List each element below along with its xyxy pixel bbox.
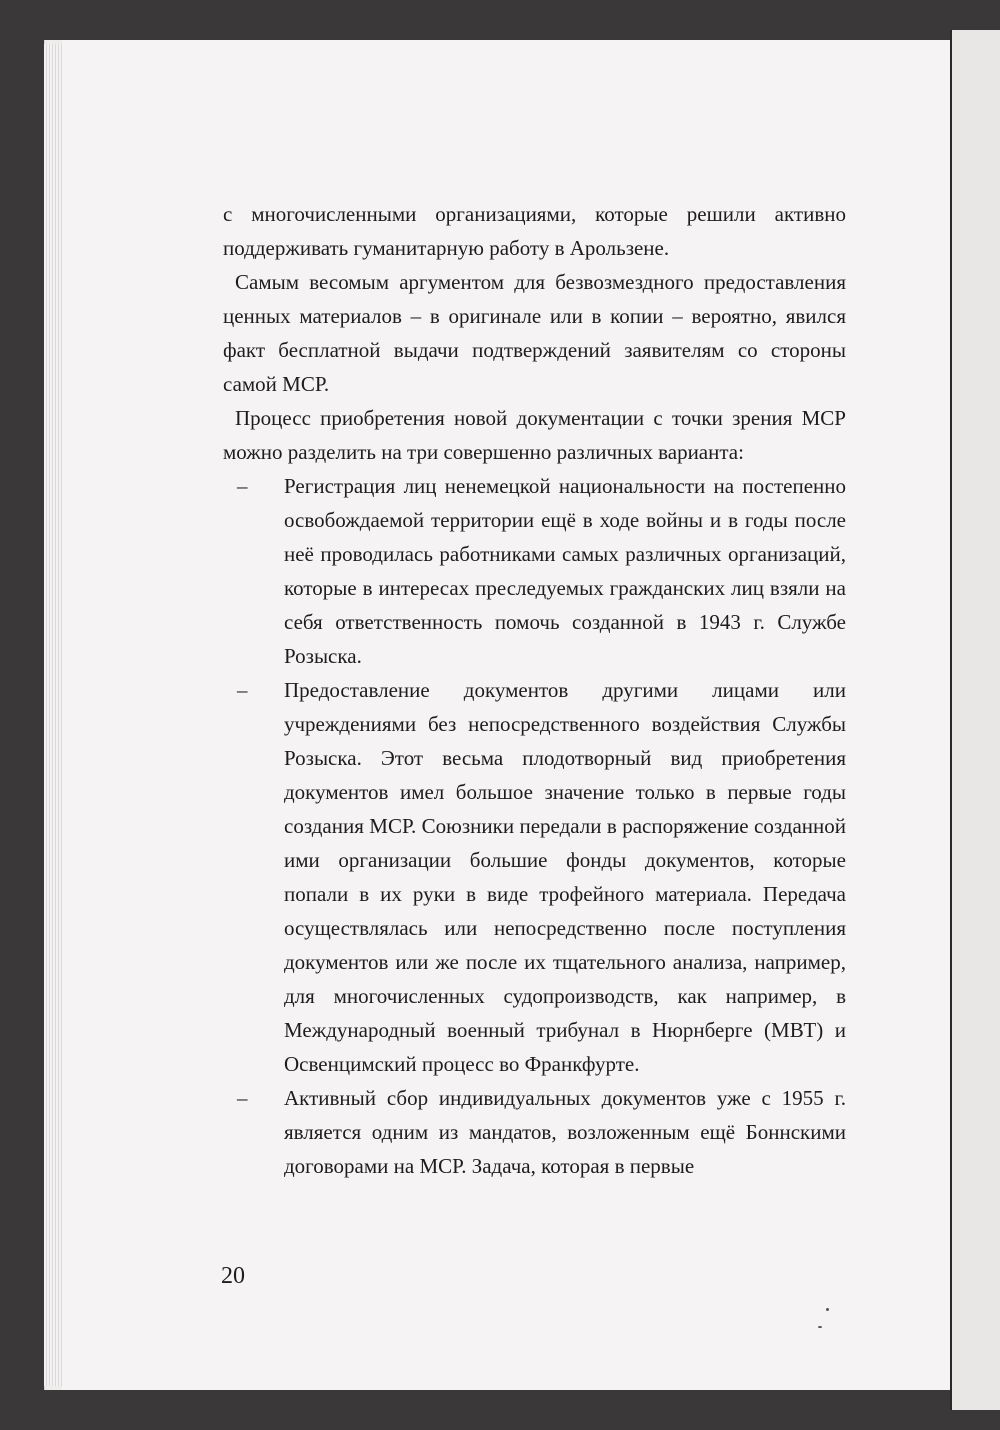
list-dash: – — [237, 1086, 248, 1110]
list-item — [223, 1081, 846, 1183]
paper-speck — [826, 1308, 829, 1311]
paragraph: Процесс приобретения новой документации с точки зрения МСР можно разделить на три совершенно различных варианта: — [223, 406, 846, 464]
list-item — [223, 673, 846, 1081]
list-item-text: Регистрация лиц ненемецкой национальности на постепенно освобождаемой территории ещё в ходе войны и в годы после неё проводилась работниками самых различных организаций, которые в интересах преследуемых гражданских лиц взяли на себя ответственность помочь созданной в 1943 г. Службе Розыска. — [284, 474, 846, 668]
list-item-text: Активный сбор индивидуальных документов уже с 1955 г. является одним из мандатов, возложенным ещё Боннскими договорами на МСР. Задача, которая в первые — [284, 1086, 846, 1178]
acquisition-variants-list — [223, 469, 846, 1183]
body-text — [223, 197, 846, 1183]
list-dash: – — [237, 678, 248, 702]
page-number: 20 — [221, 1263, 245, 1289]
paragraph: Самым весомым аргументом для безвозмездного предоставления ценных материалов – в оригинале или в копии – вероятно, явился факт бесплатной выдачи подтверждений заявителям со стороны самой МСР. — [223, 270, 846, 396]
facing-page-edge — [950, 30, 1000, 1410]
list-item — [223, 469, 846, 673]
paper-speck — [818, 1326, 822, 1328]
list-dash: – — [237, 474, 248, 498]
list-item-text: Предоставление документов другими лицами или учреждениями без непосредственного воздействия Службы Розыска. Этот весьма плодотворный вид приобретения документов имел большое значение только в первые годы создания МСР. Союзники передали в распоряжение созданной ими организации большие фонды документов, которые попали в их руки в виде трофейного материала. Передача осуществлялась или непосредственно после поступления документов или же после их тщательного анализа, например, для многочисленных судопроизводств, как например, в Международный военный трибунал в Нюрнберге (МВТ) и Освенцимский процесс во Франкфурте. — [284, 678, 846, 1076]
paragraph: с многочисленными организациями, которые решили активно поддерживать гуманитарную работу в Арользене. — [223, 202, 846, 260]
